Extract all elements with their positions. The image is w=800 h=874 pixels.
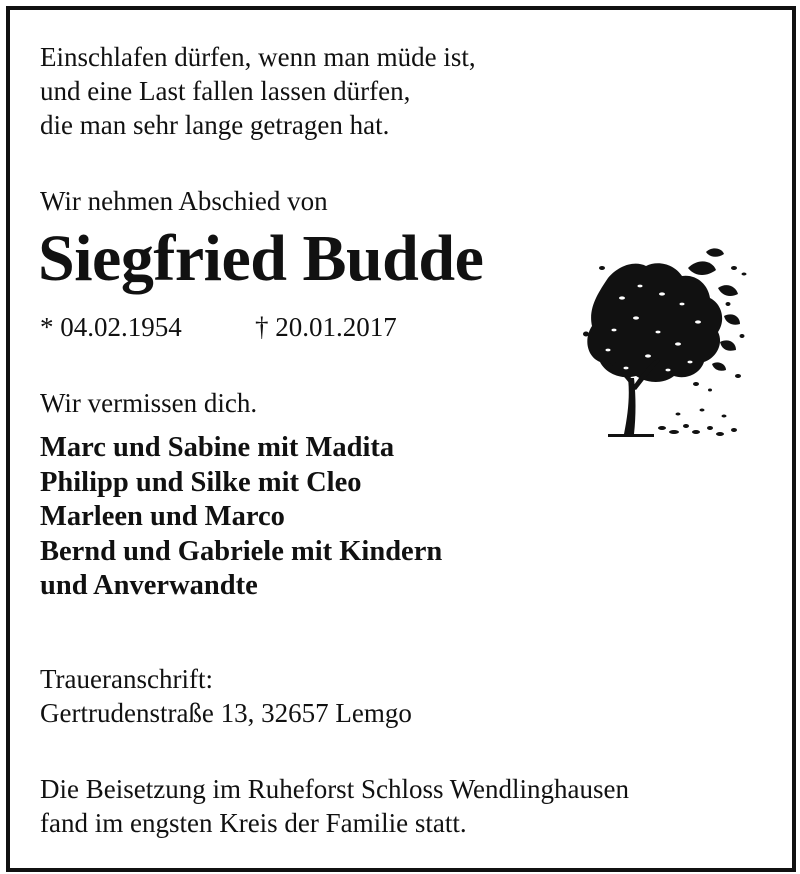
family-list bbox=[40, 431, 442, 604]
birth-date: * 04.02.1954 bbox=[40, 312, 182, 342]
verse-line: und eine Last fallen lassen dürfen, bbox=[40, 76, 411, 106]
deceased-name: Siegfried Budde bbox=[38, 222, 484, 295]
address-text: Gertrudenstraße 13, 32657 Lemgo bbox=[40, 698, 412, 728]
family-member: Bernd und Gabriele mit Kindern bbox=[40, 535, 443, 567]
missing-you-text: Wir vermissen dich. bbox=[40, 388, 258, 418]
family-member: Marc und Sabine mit Madita bbox=[40, 432, 395, 463]
burial-note bbox=[40, 772, 629, 840]
address-label: Traueranschrift: bbox=[40, 664, 213, 694]
verse-line: die man sehr lange getragen hat. bbox=[40, 110, 390, 140]
mourning-address bbox=[40, 662, 412, 730]
burial-line: Die Beisetzung im Ruheforst Schloss Wendlinghausen bbox=[40, 774, 630, 804]
farewell-intro: Wir nehmen Abschied von bbox=[40, 186, 328, 216]
family-member: Marleen und Marco bbox=[40, 501, 285, 532]
tree-icon bbox=[578, 238, 748, 442]
family-member: Philipp und Silke mit Cleo bbox=[40, 466, 362, 498]
verse bbox=[40, 40, 476, 142]
verse-line: Einschlafen dürfen, wenn man müde ist, bbox=[40, 42, 476, 72]
burial-line: fand im engsten Kreis der Familie statt. bbox=[40, 808, 467, 838]
death-date: † 20.01.2017 bbox=[255, 312, 397, 342]
family-member: und Anverwandte bbox=[40, 570, 258, 601]
life-dates bbox=[40, 310, 397, 344]
